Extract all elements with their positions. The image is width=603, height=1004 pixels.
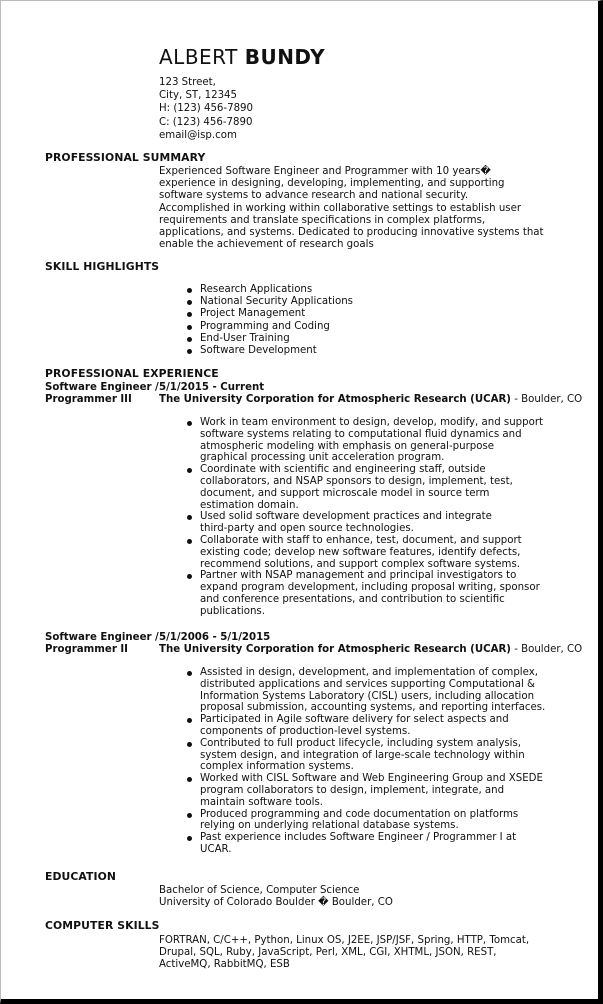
experience-heading: PROFESSIONAL EXPERIENCE — [45, 367, 219, 380]
computer-skills-text — [159, 935, 564, 972]
job-bullet — [185, 809, 545, 833]
job-employer: The University Corporation for Atmospheric Research (UCAR) — [159, 644, 511, 656]
bullet-line: collaborators, and NSAP sponsors to design, implement, test, — [200, 475, 513, 487]
first-name: ALBERT — [159, 45, 238, 69]
bullet-line: Produced programming and code documentation on platforms — [200, 808, 519, 820]
bullet-line: Past experience includes Software Engineer / Programmer I at — [200, 832, 517, 844]
school: University of Colorado Boulder � Boulder, CO — [159, 897, 393, 909]
candidate-name — [159, 45, 325, 69]
bullet-line: Coordinate with scientific and engineering staff, outside — [200, 464, 486, 476]
job-dates: 5/1/2015 - Current — [159, 382, 265, 393]
last-name: BUNDY — [244, 45, 326, 69]
job-bullets — [185, 667, 545, 856]
job-employer-line — [159, 644, 582, 656]
computer-skills-line: ActiveMQ, RabbitMQ, ESB — [159, 959, 290, 971]
summary-heading: PROFESSIONAL SUMMARY — [45, 151, 206, 164]
bullet-line: maintain software tools. — [200, 796, 324, 808]
job-dates: 5/1/2006 - 5/1/2015 — [159, 632, 271, 643]
summary-line: applications, and systems. Dedicated to producing innovative systems that — [159, 227, 544, 239]
computer-skills-line: Drupal, SQL, Ruby, JavaScript, Perl, XML, CGI, XHTML, JSON, REST, — [159, 947, 497, 959]
summary-line: requirements and translate specifications in complex platforms, — [159, 214, 486, 226]
job-title-line: Programmer III — [45, 394, 132, 406]
bullet-line: document, and support microscale model in source term — [200, 487, 490, 499]
job-title — [45, 382, 159, 407]
job-bullet — [185, 773, 545, 808]
bullet-line: Work in team environment to design, develop, modify, and support — [200, 417, 544, 428]
job-bullet — [185, 667, 545, 714]
bullet-line: proposal submission, accounting systems, and reporting interfaces. — [200, 702, 546, 714]
computer-skills-line: FORTRAN, C/C++, Python, Linux OS, J2EE, JSP/JSF, Spring, HTTP, Tomcat, — [159, 935, 530, 946]
job-employer-line — [159, 394, 582, 406]
bullet-line: Partner with NSAP management and principal investigators to — [200, 570, 517, 582]
summary-line: enable the achievement of research goals — [159, 239, 374, 251]
bullet-line: Assisted in design, development, and implementation of complex, — [200, 667, 538, 678]
job-title-line: Software Engineer / — [45, 632, 159, 643]
job-bullet — [185, 535, 543, 570]
skill-item: National Security Applications — [185, 296, 353, 308]
skills-list — [185, 284, 353, 357]
bullet-line: Collaborate with staff to enhance, test, document, and support — [200, 534, 522, 546]
skill-item: Software Development — [185, 345, 353, 357]
skill-item: Research Applications — [185, 284, 353, 296]
bullet-line: complex information systems. — [200, 761, 354, 773]
bullet-line: atmospheric modeling with emphasis on general-purpose — [200, 440, 495, 452]
job-bullet — [185, 570, 543, 617]
bullet-line: Contributed to full product lifecycle, including system analysis, — [200, 737, 522, 749]
job-location: - Boulder, CO — [510, 394, 583, 406]
summary-line: software systems to advance research and national security. — [159, 190, 469, 202]
bullet-line: publications. — [200, 605, 265, 617]
job-bullet — [185, 511, 543, 535]
bullet-line: Participated in Agile software delivery for select aspects and — [200, 714, 509, 726]
email: email@isp.com — [159, 129, 237, 141]
bullet-line: expand program development, including proposal writing, sponsor — [200, 582, 540, 594]
bullet-line: existing code; develop new software features, identify defects, — [200, 546, 521, 558]
job-title-line: Programmer II — [45, 644, 128, 656]
skill-item: Project Management — [185, 308, 353, 320]
summary-line: experience in designing, developing, implementing, and supporting — [159, 178, 505, 190]
job-employer: The University Corporation for Atmospheric Research (UCAR) — [159, 394, 511, 406]
job-title — [45, 632, 159, 657]
bullet-line: distributed applications and services supporting Computational & — [200, 678, 535, 690]
bullet-line: third-party and open source technologies. — [200, 523, 414, 535]
education-heading: EDUCATION — [45, 870, 117, 883]
bullet-line: Worked with CISL Software and Web Engineering Group and XSEDE — [200, 773, 543, 785]
job-bullets — [185, 417, 543, 618]
skill-item: End-User Training — [185, 333, 353, 345]
bullet-line: graphical processing unit acceleration program. — [200, 452, 445, 464]
bullet-line: Used solid software development practices and integrate — [200, 511, 492, 523]
bullet-line: estimation domain. — [200, 499, 299, 511]
bullet-line: program collaborators to design, implement, integrate, and — [200, 784, 505, 796]
job-bullet — [185, 738, 545, 773]
cell-phone: C: (123) 456-7890 — [159, 116, 253, 128]
job-title-line: Software Engineer / — [45, 382, 159, 393]
job-bullet — [185, 464, 543, 511]
job-bullet — [185, 417, 543, 464]
bullet-line: recommend solutions, and support complex software systems. — [200, 558, 520, 570]
bullet-line: UCAR. — [200, 843, 232, 855]
address-city: City, ST, 12345 — [159, 90, 238, 102]
bullet-line: Information Systems Laboratory (CISL) users, including allocation — [200, 690, 535, 702]
computer-skills-heading: COMPUTER SKILLS — [45, 919, 160, 932]
address-street: 123 Street, — [159, 77, 216, 88]
bullet-line: components of production-level systems. — [200, 725, 411, 737]
job-bullet — [185, 714, 545, 738]
summary-line: Experienced Software Engineer and Programmer with 10 years� — [159, 166, 491, 177]
skill-item: Programming and Coding — [185, 321, 353, 333]
home-phone: H: (123) 456-7890 — [159, 103, 254, 115]
skills-heading: SKILL HIGHLIGHTS — [45, 260, 160, 273]
bullet-line: and conference presentations, and contribution to scientific — [200, 593, 505, 605]
job-bullet — [185, 832, 545, 856]
summary-text — [159, 166, 564, 251]
job-meta — [159, 632, 582, 657]
education-text — [159, 885, 564, 909]
summary-line: Accomplished in working within collaborative settings to establish user — [159, 202, 522, 214]
bullet-line: relying on underlying relational database systems. — [200, 820, 459, 832]
bullet-line: software systems relating to computational fluid dynamics and — [200, 428, 522, 440]
job-meta — [159, 382, 582, 407]
contact-block — [159, 76, 253, 142]
job-location: - Boulder, CO — [510, 644, 583, 656]
degree: Bachelor of Science, Computer Science — [159, 885, 360, 896]
bullet-line: system design, and integration of large-scale technology within — [200, 749, 525, 761]
